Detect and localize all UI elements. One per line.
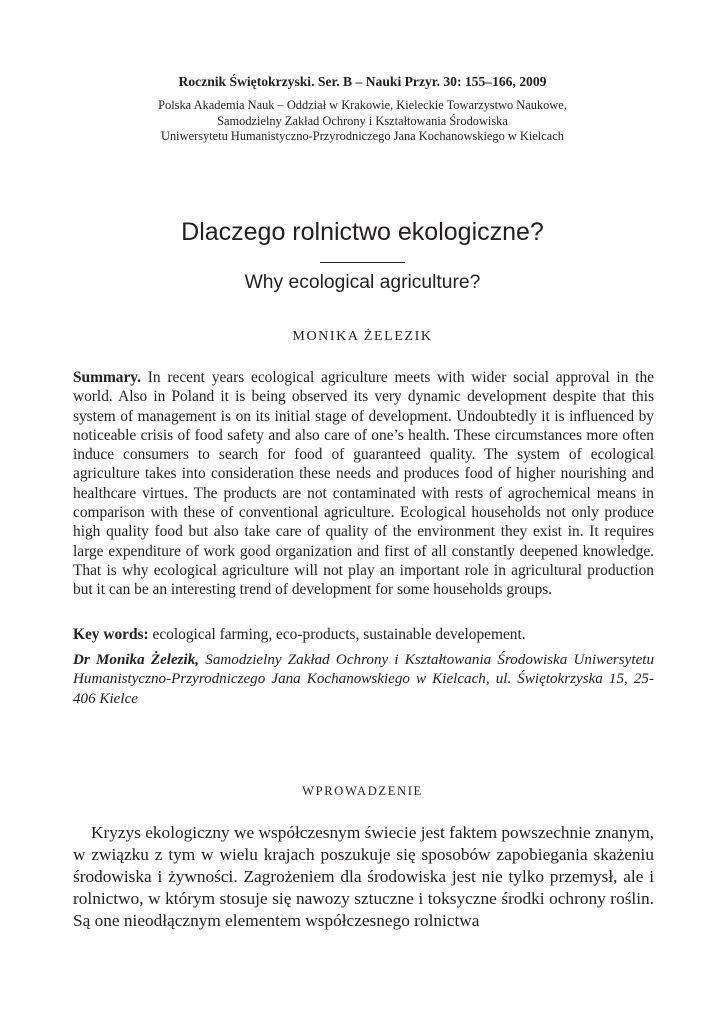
address-author-name: Dr Monika Żelezik,	[73, 652, 200, 668]
keywords-text: ecological farming, eco-products, sustainable developement.	[148, 626, 526, 643]
section-heading: WPROWADZENIE	[302, 784, 423, 798]
summary-paragraph	[73, 368, 654, 600]
affiliation-line-2: Samodzielny Zakład Ochrony i Kształtowania Środowiska	[217, 113, 508, 128]
keywords-line	[73, 625, 654, 644]
summary-label: Summary.	[73, 369, 141, 386]
title-divider	[320, 262, 405, 263]
affiliation-line-1: Polska Akademia Nauk – Oddział w Krakowie, Kieleckie Towarzystwo Naukowe,	[158, 98, 567, 112]
article-title-english: Why ecological agriculture?	[244, 272, 481, 293]
address-text: Samodzielny Zakład Ochrony i Kształtowania Środowiska Uniwersytetu Humanistyczno-Przyrodniczego Jana Kochanowskiego w Kielcach, ul. Świętokrzyska 15, 25-406 Kielce	[73, 652, 655, 707]
body-paragraph: Kryzys ekologiczny we współczesnym świecie jest faktem powszechnie znanym, w związku z tym w wielu krajach poszukuje się sposobów zapobiegania skażeniu środowiska i żywności. Zagrożeniem dla środowiska jest nie tylko przemysł, ale i rolnictwo, w którym stosuje się nawozy sztuczne i toksyczne środki ochrony roślin. Są one nieodłącznym elementem współczesnego rolnictwa	[73, 823, 654, 930]
body-text	[73, 822, 654, 932]
author-address	[73, 651, 654, 709]
summary-text: In recent years ecological agriculture meets with wider social approval in the world. Also in Poland it is being observed its very dynamic development despite that this system of management is on its initial stage of development. Undoubtedly it is influenced by noticeable crisis of food safety and also care of one’s health. These circumstances more often induce consumers to search for food of guaranteed quality. The system of ecological agriculture takes into consideration these needs and produces food of higher nourishing and healthcare virtues. The products are not contaminated with rests of agrochemical means in comparison with these of conventional agriculture. Ecological households not only produce high quality food but also take care of quality of the environment they exist in. It requires large expenditure of work good organization and first of all constantly deepened knowledge. That is why ecological agriculture will not play an important role in agricultural production but it can be an interesting trend of development for some households groups.	[73, 369, 654, 599]
article-title-polish: Dlaczego rolnictwo ekologiczne?	[181, 218, 544, 246]
author-name: MONIKA ŻELEZIK	[292, 329, 433, 344]
affiliation-line-3: Uniwersytetu Humanistyczno-Przyrodniczego Jana Kochanowskiego w Kielcach	[161, 129, 564, 143]
journal-citation: Rocznik Świętokrzyski. Ser. B – Nauki Przyr. 30: 155–166, 2009	[178, 74, 547, 89]
keywords-label: Key words:	[73, 626, 149, 643]
